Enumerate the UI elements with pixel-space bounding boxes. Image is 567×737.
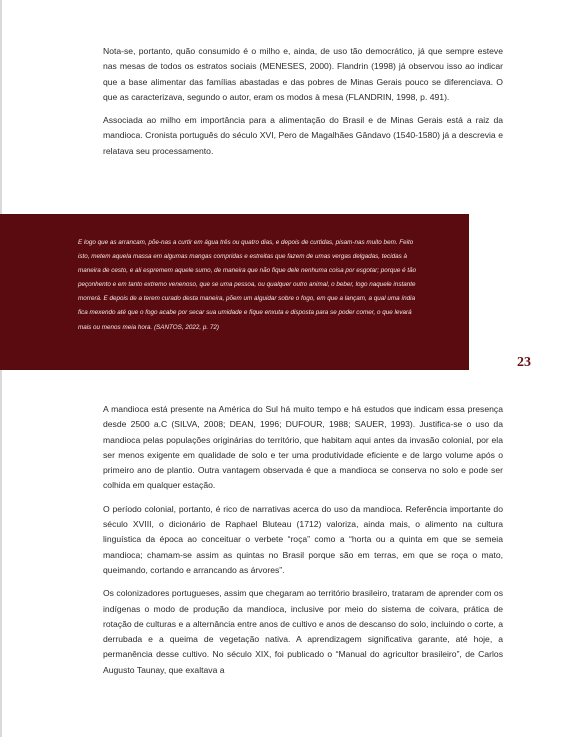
paragraph: Nota-se, portanto, quão consumido é o milho e, ainda, de uso tão democrático, já que sempre esteve nas mesas de todos os estratos sociais (MENESES, 2000). Flandrin (1998) já observou isso ao indicar que a base alimentar das famílias abastadas e das pobres de Minas Gerais pouco se diferenciava. O que as caracterizava, segundo o autor, eram os modos à mesa (FLANDRIN, 1998, p. 491). [103, 46, 503, 102]
paragraph: Associada ao milho em importância para a alimentação do Brasil e de Minas Gerais está a raiz da mandioca. Cronista português do século XVI, Pero de Magalhães Gândavo (1540-1580) já a descrevia e relatava seu processamento. [103, 115, 503, 156]
body-text-top [103, 44, 503, 167]
paragraph: A mandioca está presente na América do Sul há muito tempo e há estudos que indicam essa presença desde 2500 a.C (SILVA, 2008; DEAN, 1996; DUFOUR, 1988; SAUER, 1993). Justifica-se o uso da mandioca pelas populações originárias do território, que habitam aqui antes da invasão colonial, por ela ser menos exigente em qualidade de solo e ter uma produtividade eficiente e de largo volume após o primeiro ano de plantio. Outra vantagem observada é que a mandioca se conserva no solo e pode ser colhida em qualquer estação. [103, 404, 503, 491]
paragraph: O período colonial, portanto, é rico de narrativas acerca do uso da mandioca. Referência importante do século XVIII, o dicionário de Raphael Bluteau (1712) valoriza, ainda mais, o alimento na cultura linguística da época ao conceituar o verbete “roça” como a “horta ou a quinta em que se semeia mandioca; chamam-se assim as quintas no Brasil porque são em terras, em que se roça o mato, queimando, cortando e arrancando as árvores”. [103, 503, 503, 575]
page-number: 23 [517, 355, 531, 370]
block-quote [0, 214, 469, 370]
quote-text: E logo que as arrancam, põe-nas a curtir em água três ou quatro dias, e depois de curtidas, pisam-nas muito bem. Feito isto, metem aquela massa em algumas mangas compridas e estreitas que fazem de umas vergas delgadas, tecidas à maneira de cesto, e ali espremem aquele sumo, de maneira que não fique dele nenhuma coisa por esgotar; porque é tão peçonhento e em tanto extremo venenoso, que se uma pessoa, ou qualquer outro animal, o beber, logo naquele instante morrerá. E depois de a terem curado desta maneira, põem um alguidar sobre o fogo, em que a lançam, a qual uma índia fica mexendo até que o fogo acabe por secar sua umidade e fique enxuta e disposta para se poder comer, o que levará mais ou menos meia hora. (SANTOS, 2022, p. 72) [78, 239, 417, 331]
paragraph: Os colonizadores portugueses, assim que chegaram ao território brasileiro, trataram de aprender com os indígenas o modo de produção da mandioca, inclusive por meio do sistema de coivara, prática de rotação de culturas e a alternância entre anos de cultivo e anos de descanso do solo, incluindo o corte, a derrubada e a queima de vegetação nativa. A aprendizagem significativa garante, até hoje, a permanência desse cultivo. No século XIX, foi publicado o “Manual do agricultor brasileiro”, de Carlos Augusto Taunay, que exaltava a [103, 588, 503, 675]
body-text-bottom [103, 402, 503, 686]
